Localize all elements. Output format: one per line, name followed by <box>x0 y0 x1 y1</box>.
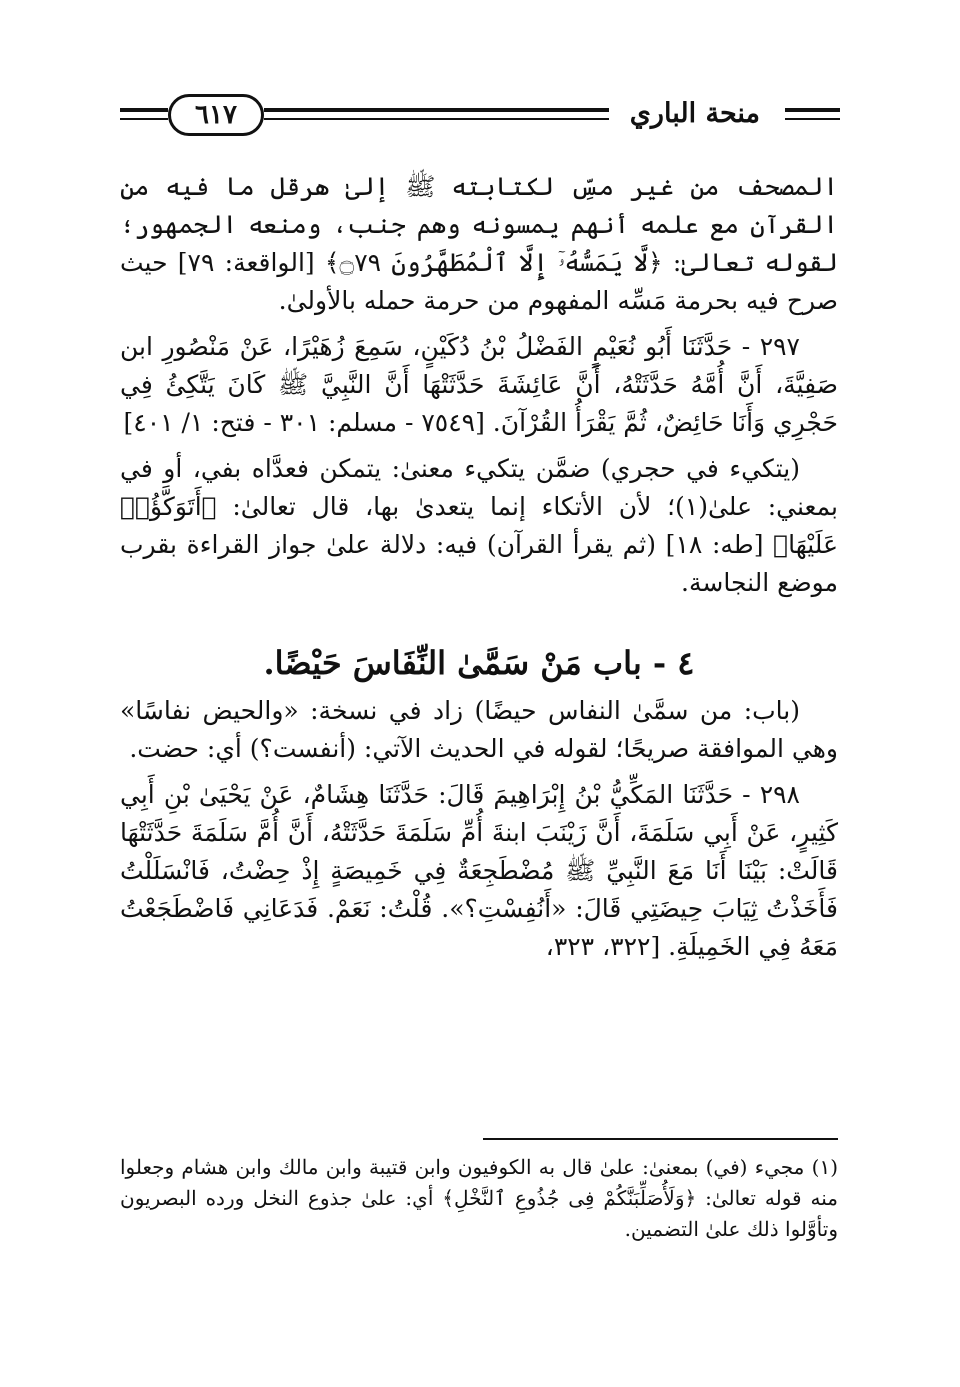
footnote-separator <box>483 1138 838 1140</box>
commentary-paragraph-1: المصحف من غير مسِّ لكتابته ﷺ إلىٰ هرقل ما فيه من القرآن مع علمه أنهم يمسونه وهم جنب، ومنعه الجمهور؛ لقوله تعالىٰ: ﴿لَّا يَمَسُّهُۥٓ إِلَّا ٱلْمُطَهَّرُونَ ۝٧٩﴾ [الواقعة: ٧٩] حيث صرح فيه بحرمة مَسِّه المفهوم من حرمة حمله بالأولىٰ. <box>120 172 839 315</box>
commentary-paragraph-2: (يتكيء في حجري) ضمَّن يتكيء معنىٰ: يتمكن فعدَّاه بفي، أو في بمعني: علىٰ(١)؛ لأن الأتكاء إنما يتعدىٰ بها، قال تعالىٰ: ﴿أَتَوَكَّؤُا۟ عَلَيْهَا﴾ [طه: ١٨] (ثم يقرأ القرآن) فيه: دلالة علىٰ جواز القراءة بقرب موضع النجاسة. <box>120 454 838 597</box>
header-rule-left-lower <box>120 118 168 120</box>
header-rule-right-lower <box>785 118 840 120</box>
hadith-298: ٢٩٨ - حَدَّثَنَا المَكِّيُّ بْنُ إِبْرَاهِيمَ قَالَ: حَدَّثَنَا هِشَامٌ، عَنْ يَحْيَىٰ بْنِ أَبِي كَثِيرٍ، عَنْ أَبِي سَلَمَةَ، أَنَّ زَيْنَبَ ابنةَ أُمِّ سَلَمَةَ حَدَّثَتْهُ، أَنَّ أُمَّ سَلَمَةَ حَدَّثَتْهَا قَالَتْ: بَيْنَا أَنَا مَعَ النَّبِيِّ ﷺ مُضْطَجِعَةٌ فِي خَمِيصَةٍ إِذْ حِضْتُ، فَانْسَلَلْتُ فَأَخَذْتُ ثِيَابَ حِيضَتِي قَالَ: «أَنُفِسْتِ؟». قُلْتُ: نَعَمْ. فَدَعَانِي فَاضْطَجَعْتُ مَعَهُ فِي الخَمِيلَةِ. [٣٢٢، ٣٢٣، <box>120 780 838 961</box>
header-rule-mid-lower <box>264 118 609 120</box>
page-number-frame <box>168 94 264 136</box>
main-text <box>120 168 838 974</box>
page-number: ٦١٧ <box>195 100 237 130</box>
header-rule-left-upper <box>120 108 168 112</box>
footnote-1: (١) مجيء (في) بمعنىٰ: علىٰ قال به الكوفيون وابن قتيبة وابن مالك وابن هشام وجعلوا منه قوله تعالىٰ: ﴿وَلَأُصَلِّبَنَّكُمْ فِى جُذُوعِ ٱلنَّخْلِ﴾ أي: علىٰ جذوع النخل ورده البصريون وتأوَّلوا ذلك علىٰ التضمين. <box>120 1155 838 1241</box>
book-title: منحة الباري <box>629 98 760 129</box>
header-rule-right-upper <box>785 108 840 112</box>
page-header <box>120 88 840 148</box>
chapter-heading: ٤ - باب مَنْ سَمَّىٰ النِّفَاسَ حَيْضًا. <box>263 644 695 682</box>
hadith-297: ٢٩٧ - حَدَّثَنَا أَبُو نُعَيْمٍ الفَضْلُ بْنُ دُكَيْنٍ، سَمِعَ زُهَيْرًا، عَنْ مَنْصُورِ ابن صَفِيَّةَ، أَنَّ أُمَّهُ حَدَّثَتْهُ، أَنَّ عَائِشَةَ حَدَّثَتْهَا أَنَّ النَّبِيَّ ﷺ كَانَ يَتَّكِئُ فِي حَجْرِي وَأَنَا حَائِضٌ، ثُمَّ يَقْرَأُ القُرْآنَ. [٧٥٤٩ - مسلم: ٣٠١ - فتح: ١/ ٤٠١] <box>120 332 838 437</box>
commentary-paragraph-3: (باب: من سمَّىٰ النفاس حيضًا) زاد في نسخة: «والحيض نفاسًا» وهي الموافقة صريحًا؛ لقوله في الحديث الآتي: (أنفست؟) أي: حضت. <box>120 696 838 763</box>
header-rule-mid-upper <box>264 108 609 112</box>
